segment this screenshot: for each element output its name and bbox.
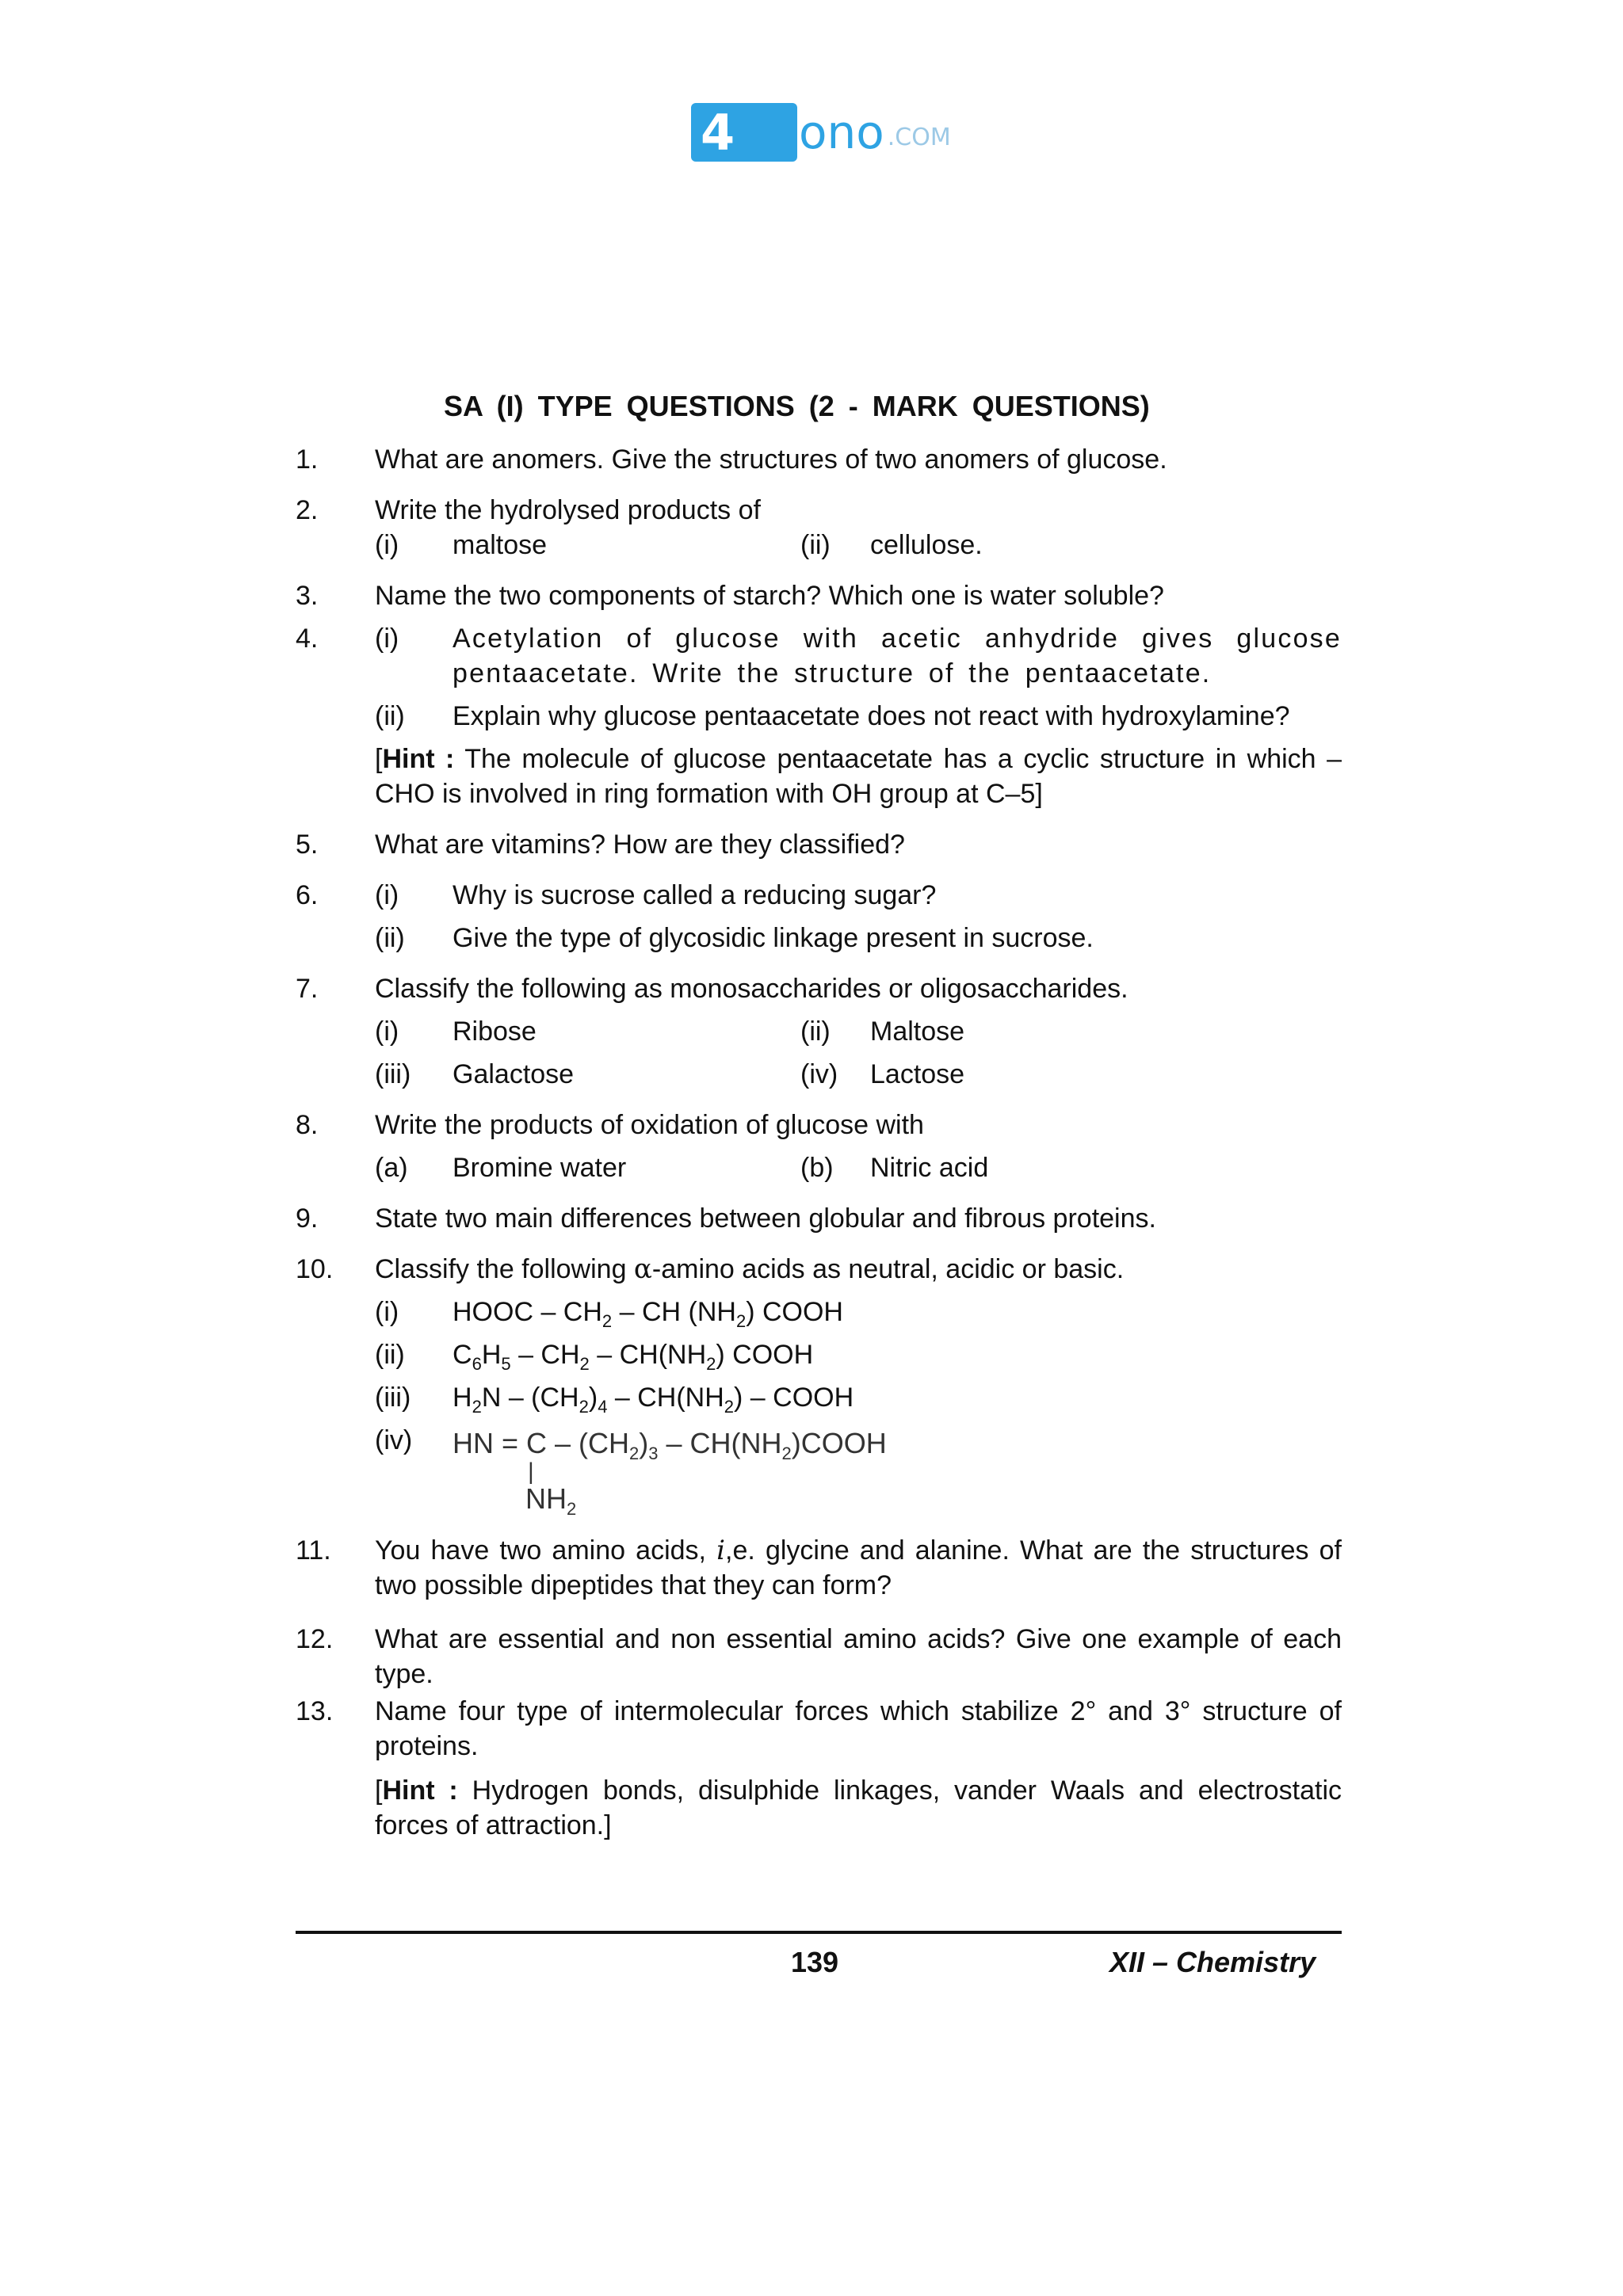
question-text: Name four type of intermolecular forces which stabilize 2° and 3° structure of proteins. — [375, 1696, 1342, 1761]
option-text: Maltose — [870, 1016, 965, 1047]
option-label: (i) — [375, 880, 399, 910]
option-text: maltose — [453, 530, 548, 560]
formula-1: HOOC – $CH_2$ – CH $(NH_2)$ COOH — [453, 1297, 843, 1331]
question-text: Classify the following as monosaccharides or oligosaccharides. — [375, 974, 1128, 1004]
question-number: 10. — [296, 1254, 334, 1284]
question-text: What are essential and non essential amino acids? Give one example of each type. — [375, 1624, 1342, 1689]
section-heading: SA (I) TYPE QUESTIONS (2 - MARK QUESTIONS) — [444, 390, 1150, 422]
option-text: cellulose. — [870, 530, 983, 560]
option-label: (i) — [375, 1016, 399, 1047]
option-text: Galactose — [453, 1059, 575, 1089]
question-text: What are vitamins? How are they classified? — [375, 830, 905, 860]
option-label: (i) — [375, 530, 399, 560]
hint: [Hint : Hydrogen bonds, disulphide linkages, vander Waals and electrostatic forces of attraction.] — [375, 1775, 1342, 1840]
logo-domain: .COM — [887, 124, 951, 151]
option-text: Bromine water — [453, 1153, 627, 1183]
page-number: 139 — [791, 1946, 839, 1978]
question-number: 3. — [296, 581, 319, 611]
question-text-part: -amino acids as neutral, acidic or basic. — [651, 1254, 1125, 1284]
question-number: 2. — [296, 495, 319, 525]
logo-digit: 4 — [701, 103, 732, 162]
hint-label: Hint : — [382, 744, 455, 774]
question-text: Write the hydrolysed products of — [375, 495, 761, 525]
option-label: (iv) — [800, 1059, 838, 1089]
question-text — [375, 1252, 1342, 1287]
question-number: 9. — [296, 1203, 319, 1234]
question-number: 6. — [296, 880, 319, 910]
option-label: (iii) — [375, 1059, 411, 1089]
hint-text: Hydrogen bonds, disulphide linkages, vander Waals and electrostatic forces of attraction.] — [375, 1775, 1342, 1840]
logo-badge — [691, 103, 797, 162]
footer-divider — [296, 1931, 1342, 1934]
option-label: (i) — [375, 1297, 399, 1327]
site-logo — [691, 103, 951, 162]
option-text: Give the type of glycosidic linkage present in sucrose. — [453, 923, 1094, 953]
formula-4: HN = C – $(CH_2)_3$ – $CH(NH_2)COOH$ — [453, 1427, 887, 1463]
option-text: Explain why glucose pentaacetate does not react with hydroxylamine? — [453, 701, 1290, 731]
formula-4-nh2: $NH_2$ — [525, 1482, 577, 1519]
question-number: 13. — [296, 1696, 334, 1726]
formula-4-bond: | — [528, 1459, 534, 1485]
hint-label: Hint : — [382, 1775, 458, 1806]
option-label: (a) — [375, 1153, 408, 1183]
question-number: 11. — [296, 1535, 331, 1566]
option-text: Ribose — [453, 1016, 537, 1047]
question-text: What are anomers. Give the structures of two anomers of glucose. — [375, 444, 1167, 475]
option-text: Why is sucrose called a reducing sugar? — [453, 880, 937, 910]
hint: [Hint : The molecule of glucose pentaacetate has a cyclic structure in which –CHO is involved in ring formation with OH group at C–5] — [375, 744, 1342, 809]
alpha-symbol: α — [633, 1253, 652, 1285]
option-text: Nitric acid — [870, 1153, 989, 1183]
question-text: You have two amino acids, i,e. glycine and alanine. What are the structures of two possible dipeptides that they can form? — [375, 1535, 1342, 1600]
option-label: (iv) — [375, 1425, 413, 1455]
option-label: (iii) — [375, 1383, 411, 1413]
option-text: Lactose — [870, 1059, 965, 1089]
option-label: (ii) — [375, 923, 405, 953]
question-text-part: Classify the following — [375, 1254, 634, 1284]
question-number: 5. — [296, 830, 319, 860]
option-label: (ii) — [375, 701, 405, 731]
option-label: (i) — [375, 624, 399, 654]
formula-2: $C_6H_5 - CH_2 - CH(NH_2)$ COOH — [453, 1340, 814, 1374]
option-label: (b) — [800, 1153, 834, 1183]
question-number: 4. — [296, 624, 319, 654]
question-text: Name the two components of starch? Which one is water soluble? — [375, 581, 1164, 611]
option-label: (ii) — [800, 530, 831, 560]
question-text: Write the products of oxidation of glucose with — [375, 1110, 924, 1140]
formula-3: $H_2N - (CH_2)_4 - CH(NH_2)$ – COOH — [453, 1383, 854, 1417]
question-text: State two main differences between globular and fibrous proteins. — [375, 1203, 1156, 1234]
option-label: (ii) — [800, 1016, 831, 1047]
logo-text: ono — [799, 105, 884, 159]
option-text: Acetylation of glucose with acetic anhydride gives glucose pentaacetate. Write the structure of the pentaacetate. — [453, 624, 1342, 688]
question-number: 7. — [296, 974, 319, 1004]
question-number: 12. — [296, 1624, 334, 1654]
hint-text: The molecule of glucose pentaacetate has a cyclic structure in which –CHO is involved in ring formation with OH group at C–5] — [375, 744, 1342, 809]
question-number: 1. — [296, 444, 319, 475]
subject-label: XII – Chemistry — [1109, 1946, 1316, 1978]
question-number: 8. — [296, 1110, 319, 1140]
option-label: (ii) — [375, 1340, 405, 1370]
